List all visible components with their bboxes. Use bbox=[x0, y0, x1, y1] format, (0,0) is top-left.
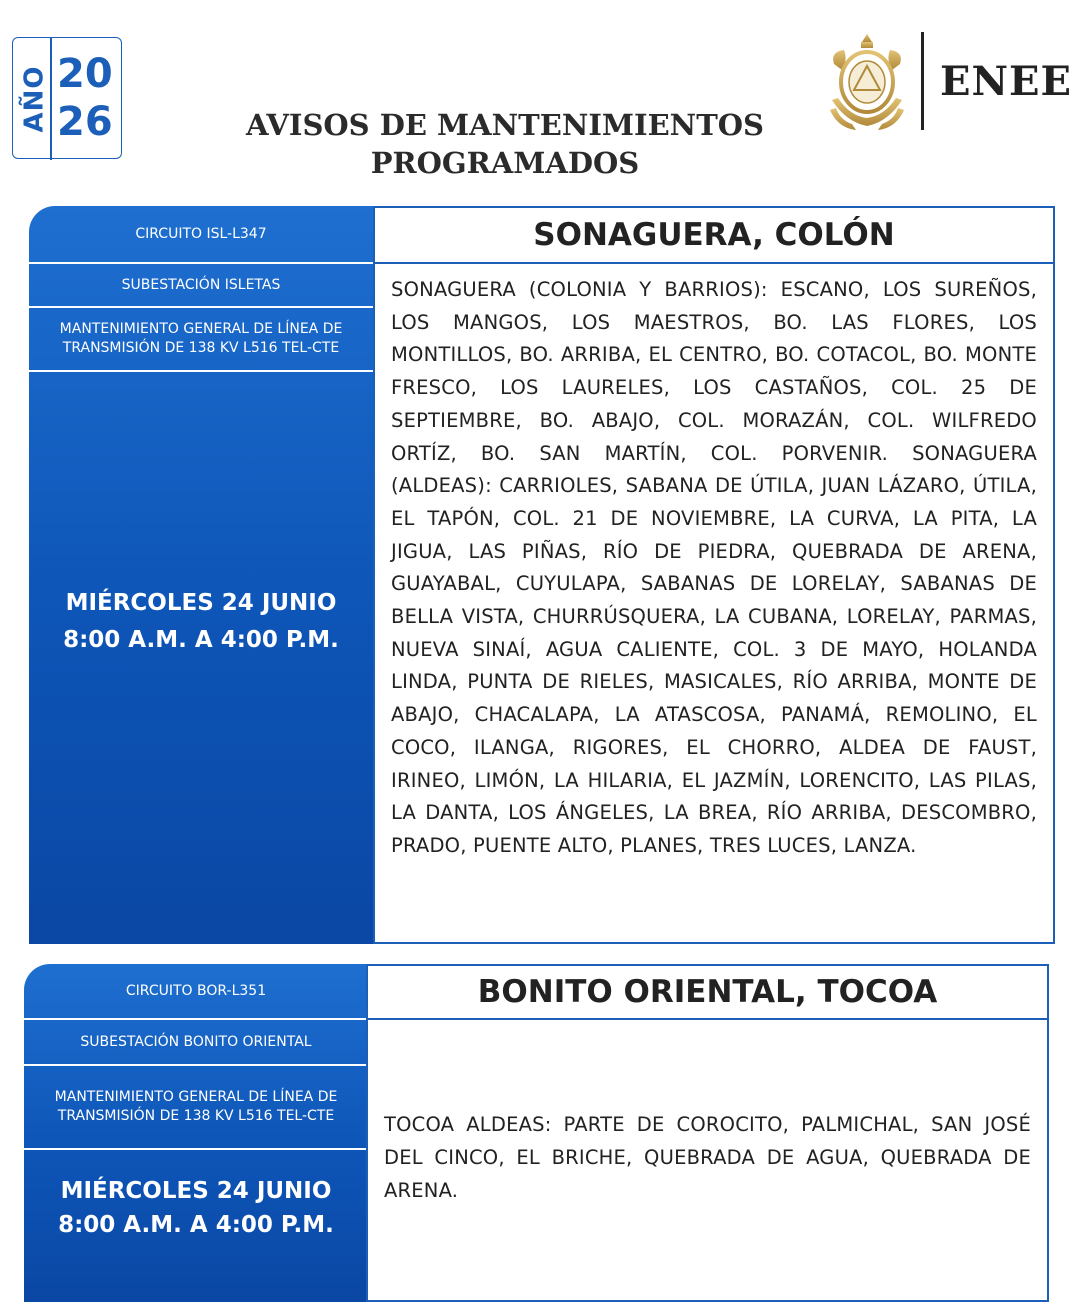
schedule bbox=[29, 585, 373, 659]
affected-areas: TOCOA ALDEAS: PARTE DE COROCITO, PALMICHAL, SAN JOSÉ DEL CINCO, EL BRICHE, QUEBRADA DE AGUA, QUEBRADA DE ARENA. bbox=[384, 1113, 1031, 1202]
coat-of-arms-icon bbox=[826, 30, 908, 132]
time-label: 8:00 A.M. A 4:00 P.M. bbox=[63, 627, 339, 653]
year-top-digits: 20 bbox=[57, 51, 113, 97]
notice-info-panel bbox=[29, 206, 373, 944]
time-label: 8:00 A.M. A 4:00 P.M. bbox=[58, 1212, 334, 1238]
page-title bbox=[200, 106, 810, 182]
title-line-1: AVISOS DE MANTENIMIENTOS bbox=[246, 108, 764, 142]
date-label: MIÉRCOLES 24 JUNIO bbox=[65, 590, 337, 616]
work-description: MANTENIMIENTO GENERAL DE LÍNEA DE TRANSMISIÓN DE 138 KV L516 TEL-CTE bbox=[59, 321, 343, 356]
substation-label: SUBESTACIÓN BONITO ORIENTAL bbox=[80, 1033, 312, 1050]
circuit-label: CIRCUITO ISL-L347 bbox=[135, 225, 267, 242]
work-description: MANTENIMIENTO GENERAL DE LÍNEA DE TRANSMISIÓN DE 138 KV L516 TEL-CTE bbox=[54, 1089, 338, 1124]
year-label: AÑO bbox=[19, 65, 50, 133]
divider bbox=[24, 1148, 368, 1150]
substation-label: SUBESTACIÓN ISLETAS bbox=[121, 276, 281, 293]
year-bottom-digits: 26 bbox=[57, 99, 113, 145]
location-title: BONITO ORIENTAL, TOCOA bbox=[368, 966, 1047, 1020]
notice-card-1 bbox=[29, 206, 1055, 944]
enee-logo: ENEE bbox=[940, 58, 1073, 105]
notice-info-panel bbox=[24, 964, 368, 1302]
title-line-2: PROGRAMADOS bbox=[370, 146, 640, 180]
divider bbox=[29, 370, 373, 372]
affected-areas: SONAGUERA (COLONIA Y BARRIOS): ESCANO, LOS SUREÑOS, LOS MANGOS, LOS MAESTROS, BO. LAS FLORES, LOS MONTILLOS, BO. ARRIBA, EL CENTRO, BO. COTACOL, BO. MONTE FRESCO, LOS LAURELES, LOS CASTAÑOS, COL. 25 DE SEPTIEMBRE, BO. ABAJO, COL. MORAZÁN, COL. WILFREDO ORTÍZ, BO. SAN MARTÍN, COL. PORVENIR. SONAGUERA (ALDEAS): CARRIOLES, SABANA DE ÚTILA, JUAN LÁZARO, ÚTILA, EL TAPÓN, COL. 21 DE NOVIEMBRE, LA CURVA, LA PITA, LA JIGUA, LAS PIÑAS, RÍO DE PIEDRA, QUEBRADA DE ARENA, GUAYABAL, CUYULAPA, SABANAS DE LORELAY, SABANAS DE BELLA VISTA, CHURRÚSQUERA, LA CUBANA, LORELAY, PARMAS, NUEVA SINAÍ, AGUA CALIENTE, COL. 3 DE MAYO, HOLANDA LINDA, PUNTA DE RIELES, MASICALES, RÍO ARRIBA, MONTE DE ABAJO, CHACALAPA, LA ATASCOSA, PANAMÁ, REMOLINO, EL COCO, ILANGA, RIGORES, EL CHORRO, ALDEA DE FAUST, IRINEO, LIMÓN, LA HILARIA, EL JAZMÍN, LORENCITO, LAS PILAS, LA DANTA, LOS ÁNGELES, LA BREA, RÍO ARRIBA, DESCOMBRO, PRADO, PUENTE ALTO, PLANES, TRES LUCES, LANZA. bbox=[391, 278, 1037, 857]
date-label: MIÉRCOLES 24 JUNIO bbox=[60, 1178, 332, 1204]
location-title: SONAGUERA, COLÓN bbox=[375, 208, 1053, 264]
schedule bbox=[24, 1174, 368, 1242]
notice-content-panel bbox=[366, 964, 1049, 1302]
year-separator bbox=[50, 38, 52, 160]
logo-divider bbox=[921, 32, 924, 130]
notice-card-2 bbox=[24, 964, 1049, 1302]
year-badge bbox=[12, 37, 122, 159]
notice-content-panel bbox=[373, 206, 1055, 944]
circuit-label: CIRCUITO BOR-L351 bbox=[125, 982, 267, 999]
